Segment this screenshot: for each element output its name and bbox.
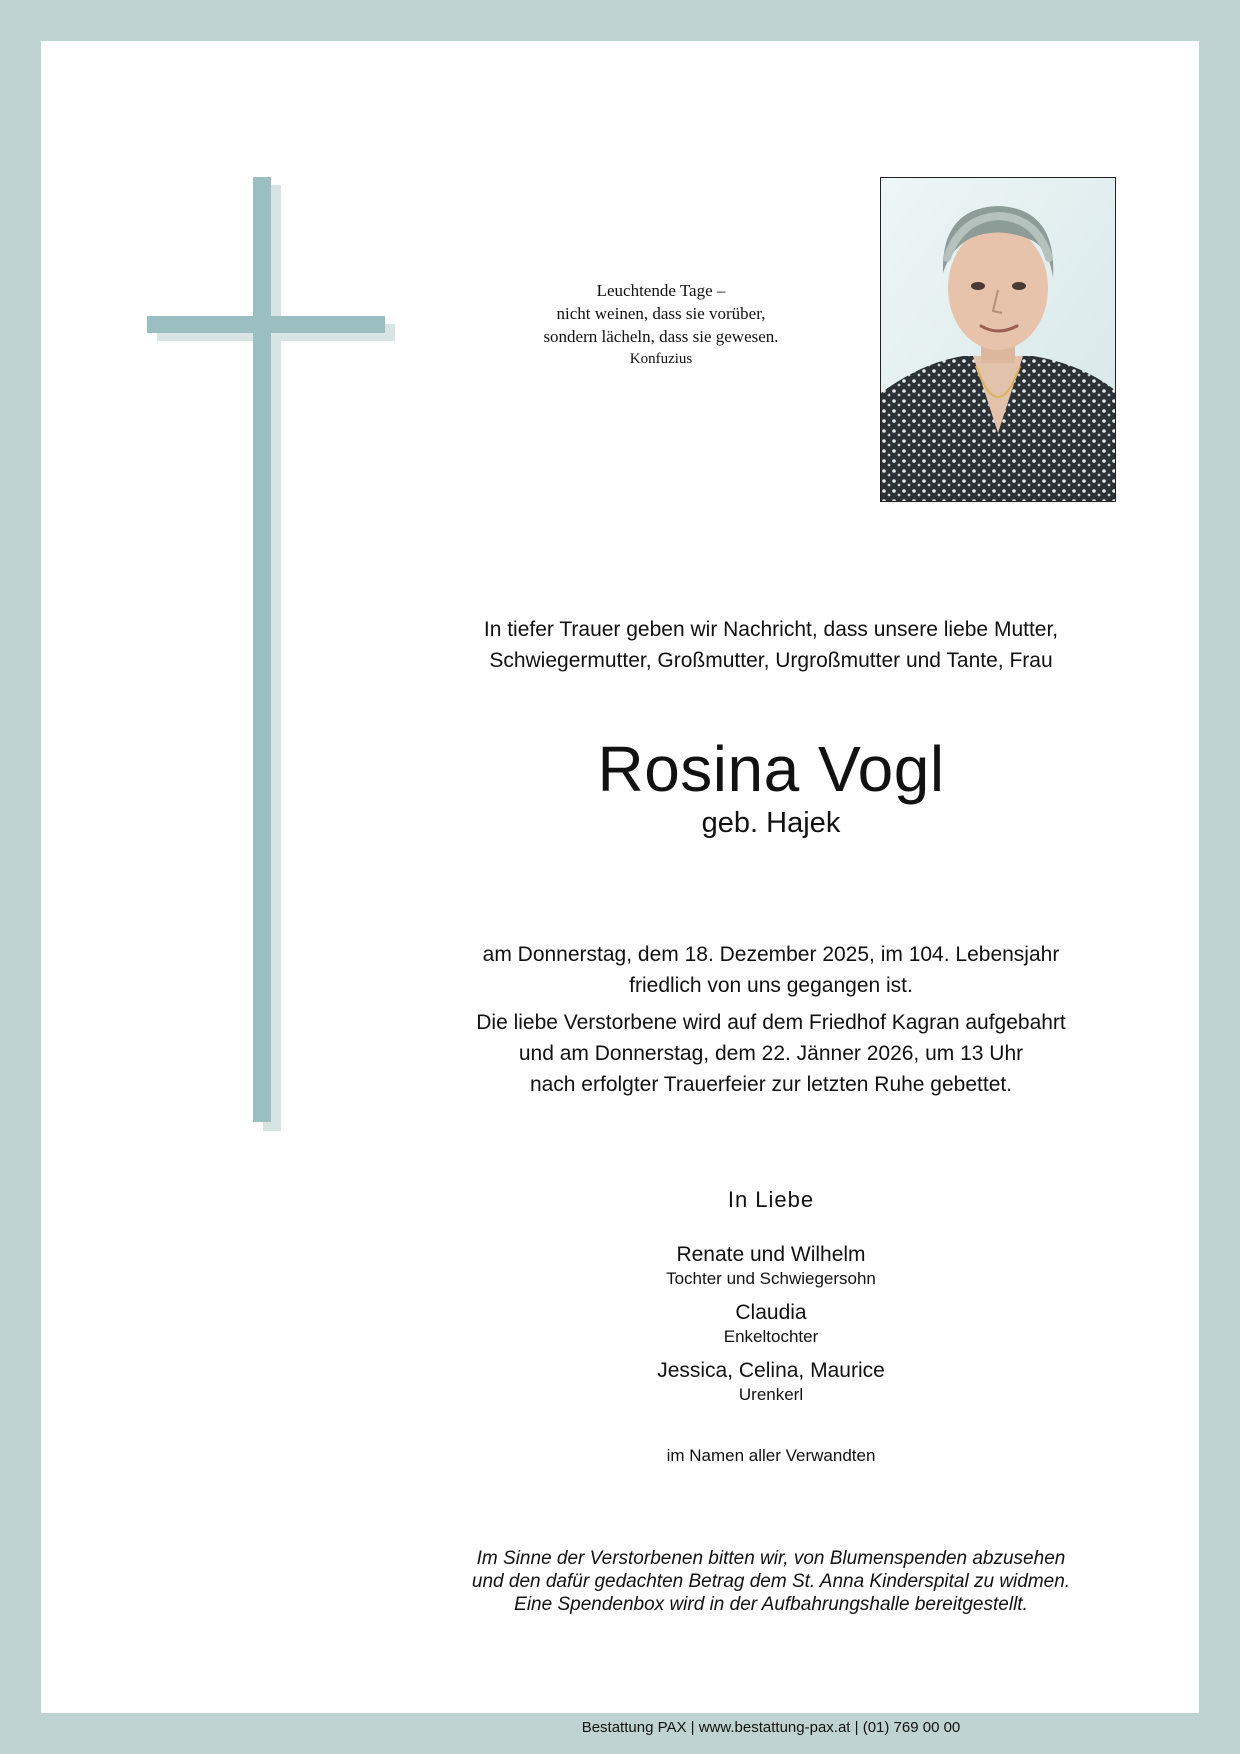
cross-horizontal-beam bbox=[147, 316, 385, 333]
donation-note bbox=[401, 1547, 1141, 1616]
portrait-image bbox=[881, 178, 1115, 501]
quote-author: Konfuzius bbox=[629, 351, 693, 367]
donation-line: Eine Spendenbox wird in der Aufbahrungshalle bereitgestellt. bbox=[514, 1594, 1028, 1615]
intro-line: Schwiegermutter, Großmutter, Urgroßmutter und Tante, Frau bbox=[489, 649, 1053, 672]
intro-text bbox=[401, 614, 1141, 676]
intro-line: In tiefer Trauer geben wir Nachricht, dass unsere liebe Mutter, bbox=[483, 618, 1059, 641]
funeral-paragraph bbox=[401, 1007, 1141, 1100]
family-note: im Namen aller Verwandten bbox=[666, 1446, 876, 1465]
quote-line: Leuchtende Tage – bbox=[596, 281, 726, 300]
maiden-name: geb. Hajek bbox=[701, 807, 841, 839]
quote-line: nicht weinen, dass sie vorüber, bbox=[556, 304, 766, 323]
portrait-photo bbox=[880, 177, 1116, 502]
mourner-name: Claudia bbox=[735, 1301, 807, 1324]
quote-line: sondern lächeln, dass sie gewesen. bbox=[543, 327, 779, 346]
mourner-entry bbox=[401, 1241, 1141, 1290]
death-details bbox=[401, 939, 1141, 1106]
donation-line: Im Sinne der Verstorbenen bitten wir, von Blumenspenden abzusehen bbox=[476, 1548, 1066, 1569]
death-line: am Donnerstag, dem 18. Dezember 2025, im 104. Lebensjahr bbox=[482, 943, 1060, 966]
deceased-name: Rosina Vogl bbox=[597, 733, 945, 805]
mourners-heading: In Liebe bbox=[727, 1187, 815, 1212]
funeral-home-footer: Bestattung PAX | www.bestattung-pax.at | (01) 769 00 00 bbox=[581, 1719, 961, 1736]
funeral-line: Die liebe Verstorbene wird auf dem Friedhof Kagran aufgebahrt bbox=[476, 1011, 1066, 1034]
death-line: friedlich von uns gegangen ist. bbox=[629, 974, 913, 997]
mourner-entry bbox=[401, 1299, 1141, 1348]
mourner-relation: Enkeltochter bbox=[723, 1327, 819, 1346]
donation-line: und den dafür gedachten Betrag dem St. Anna Kinderspital zu widmen. bbox=[471, 1571, 1071, 1592]
mourner-name: Jessica, Celina, Maurice bbox=[657, 1359, 885, 1382]
mourner-entry bbox=[401, 1357, 1141, 1406]
funeral-line: und am Donnerstag, dem 22. Jänner 2026, um 13 Uhr bbox=[518, 1042, 1024, 1065]
funeral-line: nach erfolgter Trauerfeier zur letzten Ruhe gebettet. bbox=[529, 1073, 1013, 1096]
death-date-paragraph bbox=[401, 939, 1141, 1001]
obituary-page bbox=[41, 41, 1199, 1736]
mourner-relation: Tochter und Schwiegersohn bbox=[666, 1269, 876, 1288]
mourner-relation: Urenkerl bbox=[738, 1385, 804, 1404]
mourners-list bbox=[401, 1241, 1141, 1415]
quote bbox=[461, 279, 861, 371]
mourner-name: Renate und Wilhelm bbox=[676, 1243, 866, 1266]
